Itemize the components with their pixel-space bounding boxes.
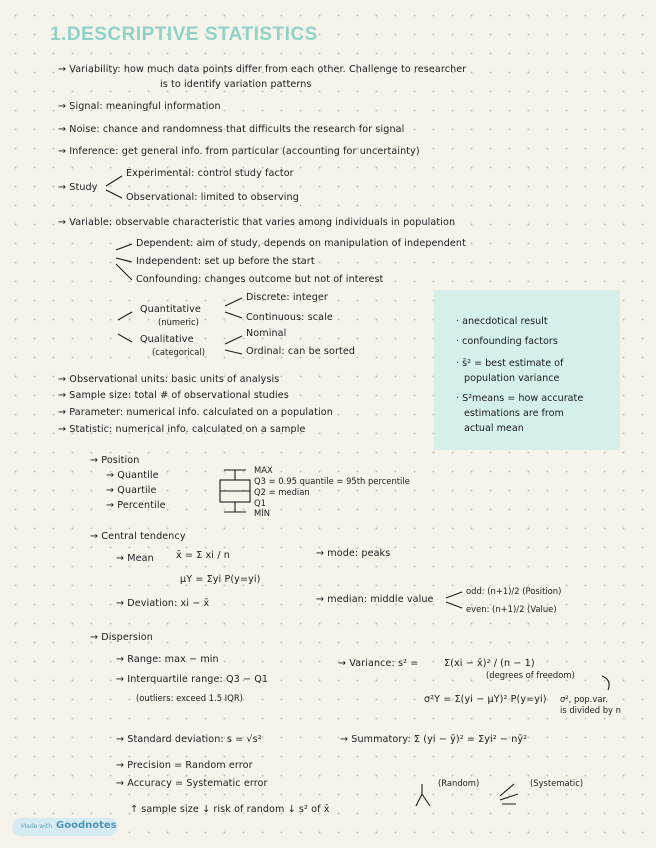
study-label: → Study [58,182,98,193]
accuracy-text: → Accuracy = Systematic error [116,778,268,789]
mu-formula: μY = Σyi P(y=yi) [180,574,261,585]
categorical-label: (categorical) [152,347,205,357]
inference-text: → Inference: get general info. from particular (accounting for uncertainty) [58,146,420,157]
signal-text: → Signal: meaningful information [58,101,221,112]
callout-line: · anecdotical result [456,316,548,327]
observational-text: Observational: limited to observing [126,192,299,203]
deviation-text: → Deviation: xi − x̄ [116,598,210,609]
continuous-branch [225,312,242,318]
callout-line: · confounding factors [456,336,558,347]
median-even: even: (n+1)/2 (Value) [466,604,557,614]
callout-line: actual mean [464,423,524,434]
statistic-text: → Statistic: numerical info. calculated on a sample [58,424,306,435]
variability-text-cont: is to identify variation patterns [160,79,312,90]
var-branch-3 [116,264,132,280]
pop-variance-formula: σ²Y = Σ(yi − μY)² P(y=yi) [424,694,547,705]
ordinal-text: Ordinal: can be sorted [246,346,356,357]
sample-size-text: → Sample size: total # of observational studies [58,390,289,401]
central-heading: → Central tendency [90,531,186,542]
median-odd: odd: (n+1)/2 (Position) [466,586,562,596]
variance-label: → Variance: s² = [338,658,419,669]
random-label: (Random) [438,778,480,788]
position-heading: → Position [90,455,140,466]
qual-arrow [118,334,132,342]
quantile-item: → Quantile [106,470,159,481]
boxplot-max-label: MAX [254,465,273,475]
study-branch-down [106,190,122,198]
percentile-item: → Percentile [106,500,166,511]
callout-line: · s̄² = best estimate of [456,358,564,369]
boxplot-q1-label: Q1 [254,498,266,508]
mode-text: → mode: peaks [316,548,391,559]
mean-label: → Mean [116,553,154,564]
quant-arrow [118,312,132,320]
made-with-label: Made with [21,823,52,830]
quantitative-label: Quantitative [140,304,201,315]
std-text: → Standard deviation: s = √s² [116,734,262,745]
callout-line: population variance [464,373,560,384]
variable-text: → Variable: observable characteristic that varies among individuals in population [58,217,456,228]
page-title: 1.DESCRIPTIVE STATISTICS [50,24,318,45]
var-branch-1 [116,244,132,250]
obs-units-text: → Observational units: basic units of analysis [58,374,280,385]
variability-text: → Variability: how much data points differ from each other. Challenge to researcher [58,64,467,75]
parameter-text: → Parameter: numerical info. calculated on a population [58,407,333,418]
dispersion-heading: → Dispersion [90,632,153,643]
ordinal-branch [225,350,242,354]
discrete-branch [225,298,242,306]
goodnotes-logo [12,818,118,836]
variance-formula: Σ(xi − x̄)² / (n − 1) [444,658,535,669]
nominal-text: Nominal [246,328,287,339]
pop-variance-note: σ², pop.var. [560,694,608,704]
continuous-text: Continuous: scale [246,312,333,323]
quartile-item: → Quartile [106,485,157,496]
callout-line: estimations are from [464,408,564,419]
systematic-label: (Systematic) [530,778,584,788]
var-branch-2 [116,258,132,262]
numeric-label: (numeric) [158,317,199,327]
dependent-text: Dependent: aim of study, depends on manipulation of independent [136,238,466,249]
summatory-text: → Summatory: Σ (yi − ȳ)² = Σyi² − nȳ² [340,734,528,745]
independent-text: Independent: set up before the start [136,256,315,267]
noise-text: → Noise: chance and randomness that difficults the research for signal [58,124,405,135]
outliers-text: (outliers: exceed 1.5 IQR) [136,693,243,703]
mean-formula: x̄ = Σ xi / n [176,550,230,561]
sample-note: ↑ sample size ↓ risk of random ↓ s² of x̄ [130,804,330,815]
boxplot-q2-label: Q2 = median [254,487,310,497]
median-text: → median: middle value [316,594,434,605]
pop-variance-note: is divided by n [560,705,621,715]
brand-label: Goodnotes [56,820,117,831]
callout-line: · S²means = how accurate [456,393,584,404]
callout-box [434,290,620,450]
dof-text: (degrees of freedom) [486,670,575,680]
range-text: → Range: max − min [116,654,219,665]
nominal-branch [225,336,242,344]
precision-text: → Precision = Random error [116,760,253,771]
boxplot-q3-label: Q3 = 0.95 quantile = 95th percentile [254,476,410,486]
confounding-text: Confounding: changes outcome but not of interest [136,274,384,285]
iqr-text: → Interquartile range: Q3 − Q1 [116,674,269,685]
qualitative-label: Qualitative [140,334,194,345]
boxplot-min-label: MIN [254,508,270,518]
study-branch-up [106,176,122,186]
discrete-text: Discrete: integer [246,292,328,303]
experimental-text: Experimental: control study factor [126,168,294,179]
